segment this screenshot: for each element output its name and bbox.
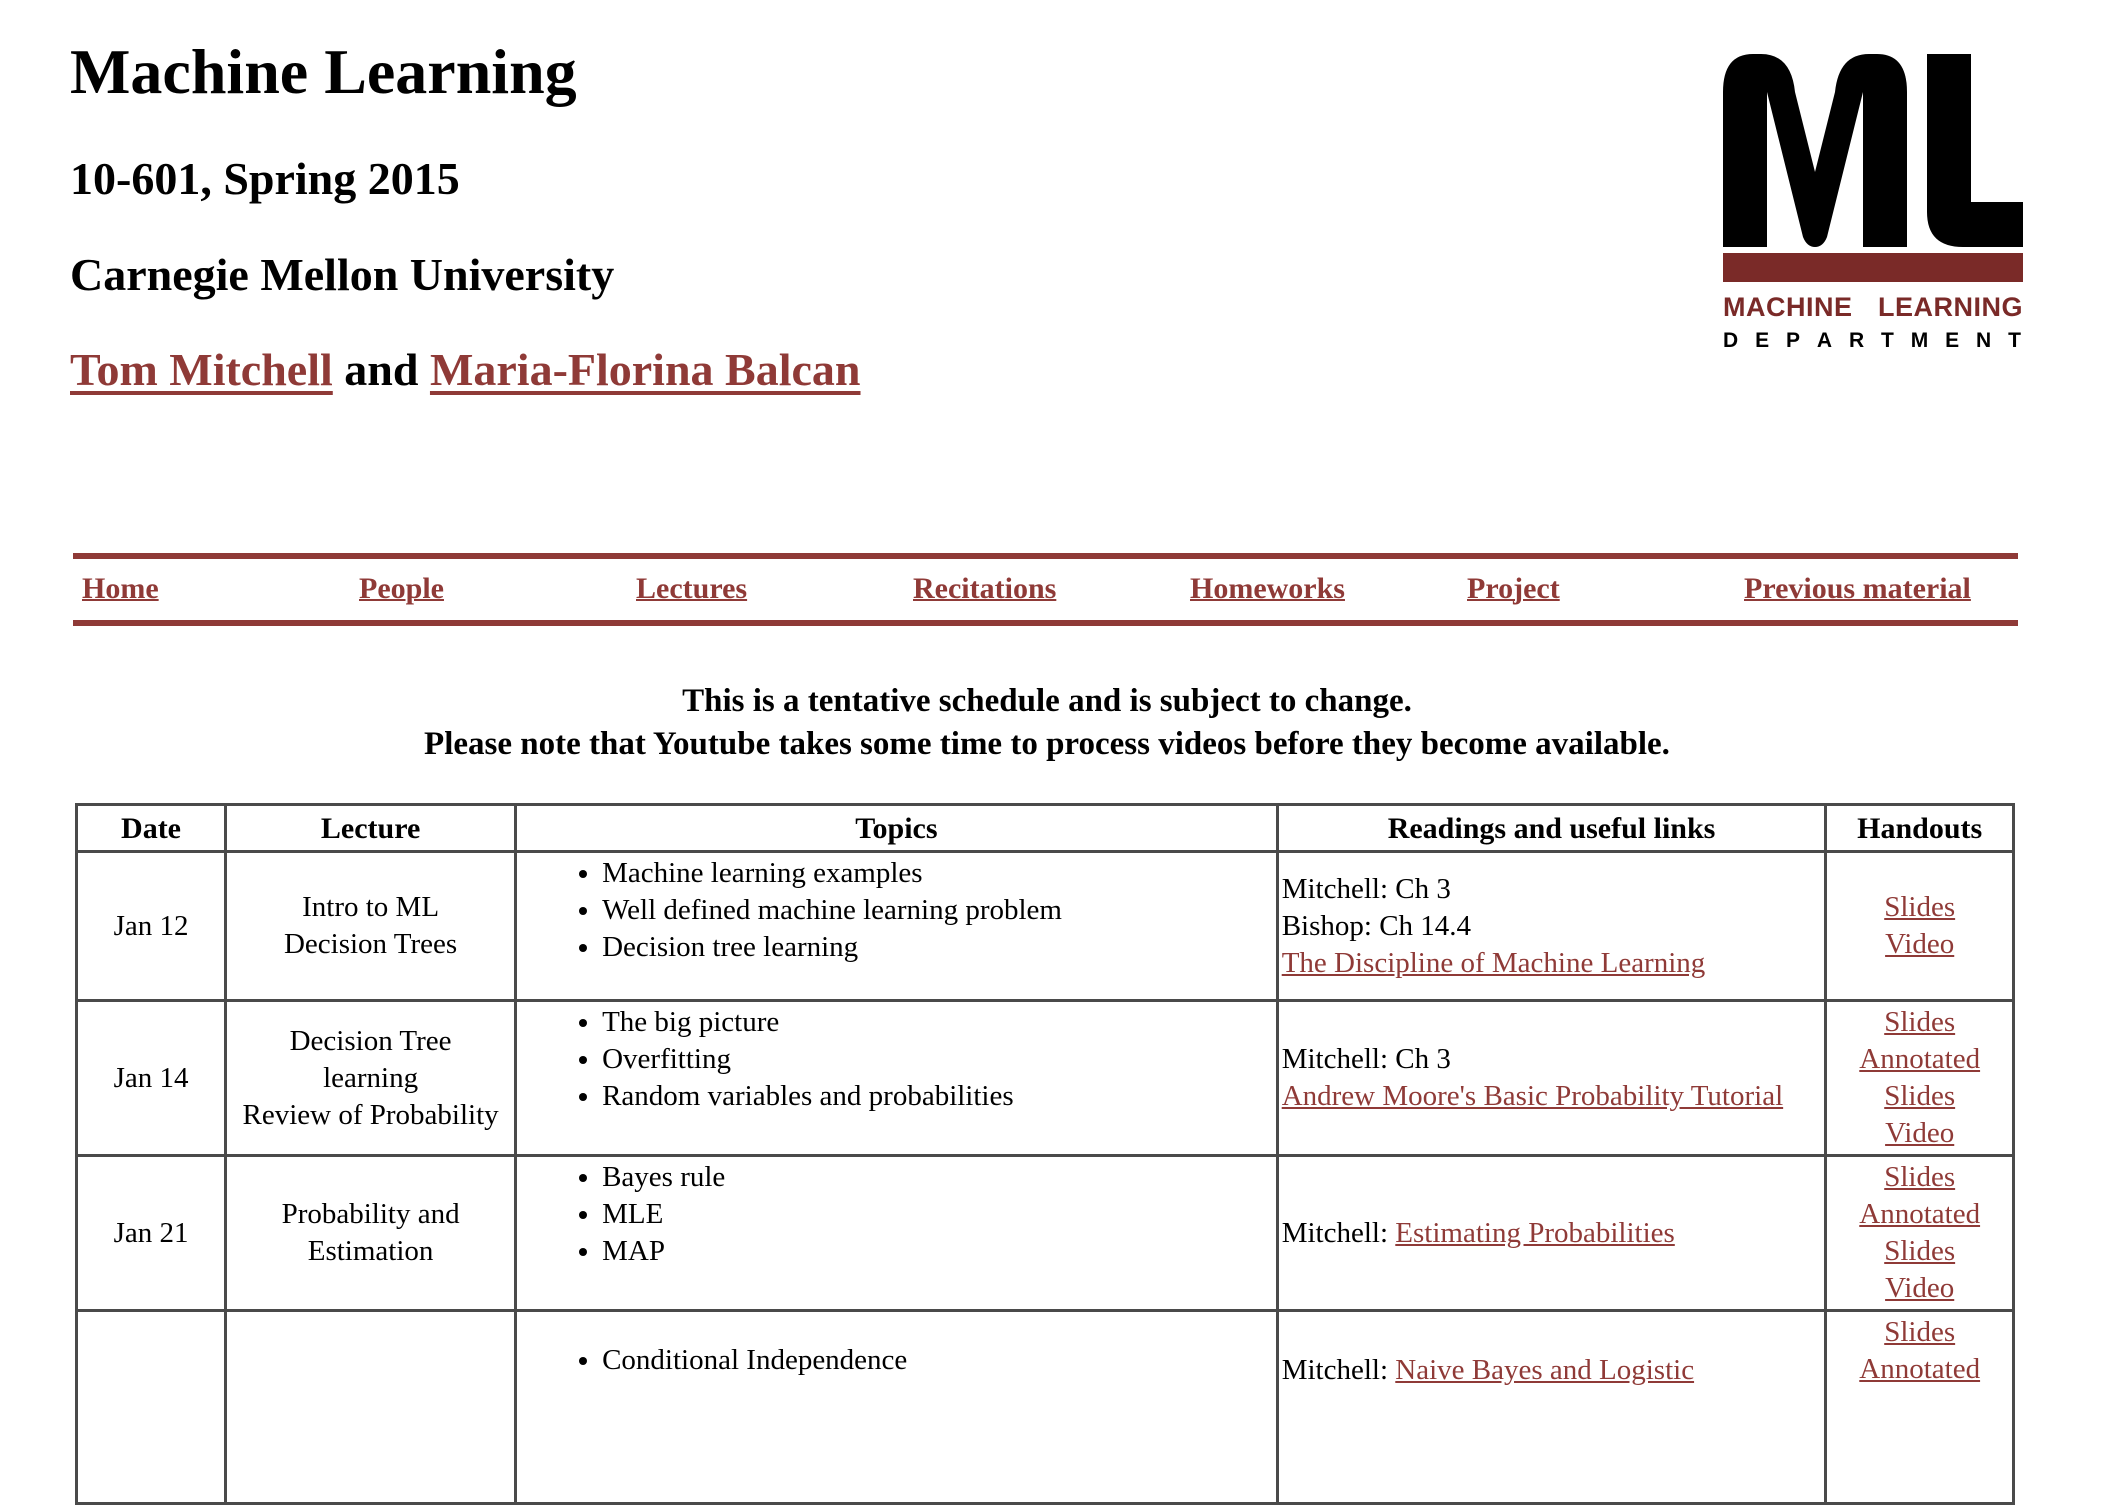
- handout-link-annotated-slides[interactable]: Annotated: [1859, 1353, 1981, 1385]
- topic-item: • Well defined machine learning problem: [602, 892, 1273, 929]
- notice-line-tentative: This is a tentative schedule and is subject to change.: [682, 683, 1412, 719]
- logo-accent-bar: [1723, 253, 2023, 282]
- nav-item-home: [82, 571, 359, 607]
- nav-item-previous-material: [1744, 571, 2021, 607]
- topic-item: • Bayes rule: [602, 1159, 1273, 1196]
- topic-item: • Random variables and probabilities: [602, 1078, 1273, 1115]
- handout-link-slides[interactable]: Slides: [1884, 1006, 1956, 1038]
- cell-date: Jan 12: [77, 852, 226, 1001]
- ml-department-logo: [1723, 52, 2023, 352]
- topics-list: [520, 855, 1273, 966]
- cell-handouts: [1826, 1311, 2014, 1504]
- main-nav: [73, 553, 2018, 626]
- cell-date: [77, 1311, 226, 1504]
- topic-item: • Decision tree learning: [602, 929, 1273, 966]
- handout-link-slides[interactable]: Slides: [1884, 1161, 1956, 1193]
- instructor-link-maria-florina-balcan[interactable]: Maria-Florina Balcan: [429, 344, 861, 395]
- table-row: [77, 1001, 2014, 1156]
- column-header-lecture: Lecture: [226, 805, 516, 852]
- column-header-date: Date: [77, 805, 226, 852]
- cell-date: Jan 21: [77, 1156, 226, 1311]
- topic-item: • The big picture: [602, 1004, 1273, 1041]
- cell-readings: [1277, 852, 1826, 1001]
- handout-link-slides[interactable]: Slides: [1884, 891, 1956, 923]
- nav-link-project[interactable]: Project: [1467, 572, 1560, 605]
- cell-topics: [516, 1001, 1278, 1156]
- handout-link-video[interactable]: Video: [1885, 1117, 1955, 1149]
- cell-topics: [516, 1156, 1278, 1311]
- reading-link[interactable]: The Discipline of Machine Learning: [1281, 946, 1706, 979]
- nav-links: [82, 571, 2022, 607]
- reading-text: Bishop: Ch 14.4: [1281, 909, 1472, 942]
- handout-link-video[interactable]: Video: [1885, 1272, 1955, 1304]
- lecture-schedule-table: [75, 803, 2015, 1505]
- instructor-link-tom-mitchell[interactable]: Tom Mitchell: [70, 344, 333, 395]
- nav-item-homeworks: [1190, 571, 1467, 607]
- notice-line-youtube: Please note that Youtube takes some time to process videos before they become available.: [424, 726, 1670, 762]
- nav-link-homeworks[interactable]: Homeworks: [1190, 572, 1345, 605]
- cell-handouts: [1826, 1001, 2014, 1156]
- cell-lecture: [226, 1311, 516, 1504]
- cell-handouts: [1826, 1156, 2014, 1311]
- nav-link-previous-material[interactable]: Previous material: [1744, 572, 1971, 605]
- topic-item: • Overfitting: [602, 1041, 1273, 1078]
- reading-text: Mitchell:: [1281, 1216, 1396, 1249]
- reading-text: Mitchell: Ch 3: [1281, 1043, 1451, 1075]
- column-header-topics: Topics: [516, 805, 1278, 852]
- reading-link[interactable]: Andrew Moore's Basic Probability Tutorial: [1281, 1080, 1784, 1112]
- column-header-readings: Readings and useful links: [1277, 805, 1826, 852]
- page-title: Machine Learning: [70, 36, 577, 107]
- reading-text: Mitchell: Ch 3: [1281, 872, 1451, 905]
- nav-item-project: [1467, 571, 1744, 607]
- topic-item: • MLE: [602, 1196, 1273, 1233]
- handout-link-annotated-slides[interactable]: Annotated Slides: [1859, 1198, 1981, 1267]
- topic-item: • Machine learning examples: [602, 855, 1273, 892]
- ml-logo-mark-icon: [1723, 52, 2023, 247]
- topic-item: • MAP: [602, 1233, 1273, 1270]
- reading-link[interactable]: Estimating Probabilities: [1395, 1216, 1675, 1249]
- nav-item-recitations: [913, 571, 1190, 607]
- topics-list: [520, 1159, 1273, 1270]
- topic-item: • Conditional Independence: [602, 1342, 1273, 1379]
- reading-text: Mitchell:: [1281, 1354, 1396, 1386]
- cell-topics: [516, 1311, 1278, 1504]
- cell-lecture: Probability and Estimation: [226, 1156, 516, 1311]
- nav-link-home[interactable]: Home: [82, 572, 159, 605]
- instructors: [70, 343, 861, 397]
- column-header-handouts: Handouts: [1826, 805, 2014, 852]
- topics-list: [520, 1342, 1273, 1379]
- nav-link-recitations[interactable]: Recitations: [913, 572, 1057, 605]
- instructors-joiner: and: [344, 344, 419, 395]
- cell-lecture: Decision Tree learning Review of Probability: [226, 1001, 516, 1156]
- cell-handouts: [1826, 852, 2014, 1001]
- cell-readings: [1277, 1311, 1826, 1504]
- handout-link-video[interactable]: Video: [1885, 928, 1955, 960]
- nav-divider-bottom: [73, 620, 2018, 626]
- cell-lecture: Intro to ML Decision Trees: [226, 852, 516, 1001]
- handout-link-annotated-slides[interactable]: Annotated Slides: [1859, 1043, 1981, 1112]
- cell-date: Jan 14: [77, 1001, 226, 1156]
- reading-link[interactable]: Naive Bayes and Logistic: [1395, 1354, 1695, 1386]
- cell-topics: [516, 852, 1278, 1001]
- logo-text-machine-learning: MACHINE LEARNING: [1723, 292, 2023, 322]
- nav-item-lectures: [636, 571, 913, 607]
- schedule-notice: [0, 680, 2094, 766]
- handout-link-slides[interactable]: Slides: [1884, 1316, 1956, 1348]
- cell-readings: [1277, 1001, 1826, 1156]
- table-header-row: [77, 805, 2014, 852]
- nav-link-lectures[interactable]: Lectures: [636, 572, 748, 605]
- table-row: [77, 1311, 2014, 1504]
- course-number: 10-601, Spring 2015: [70, 153, 460, 204]
- topics-list: [520, 1004, 1273, 1115]
- nav-item-people: [359, 571, 636, 607]
- logo-text-department: D E P A R T M E N T: [1723, 329, 2021, 352]
- university-name: Carnegie Mellon University: [70, 249, 615, 300]
- cell-readings: [1277, 1156, 1826, 1311]
- table-row: [77, 852, 2014, 1001]
- nav-link-people[interactable]: People: [359, 572, 444, 605]
- table-row: [77, 1156, 2014, 1311]
- nav-divider-top: [73, 553, 2018, 559]
